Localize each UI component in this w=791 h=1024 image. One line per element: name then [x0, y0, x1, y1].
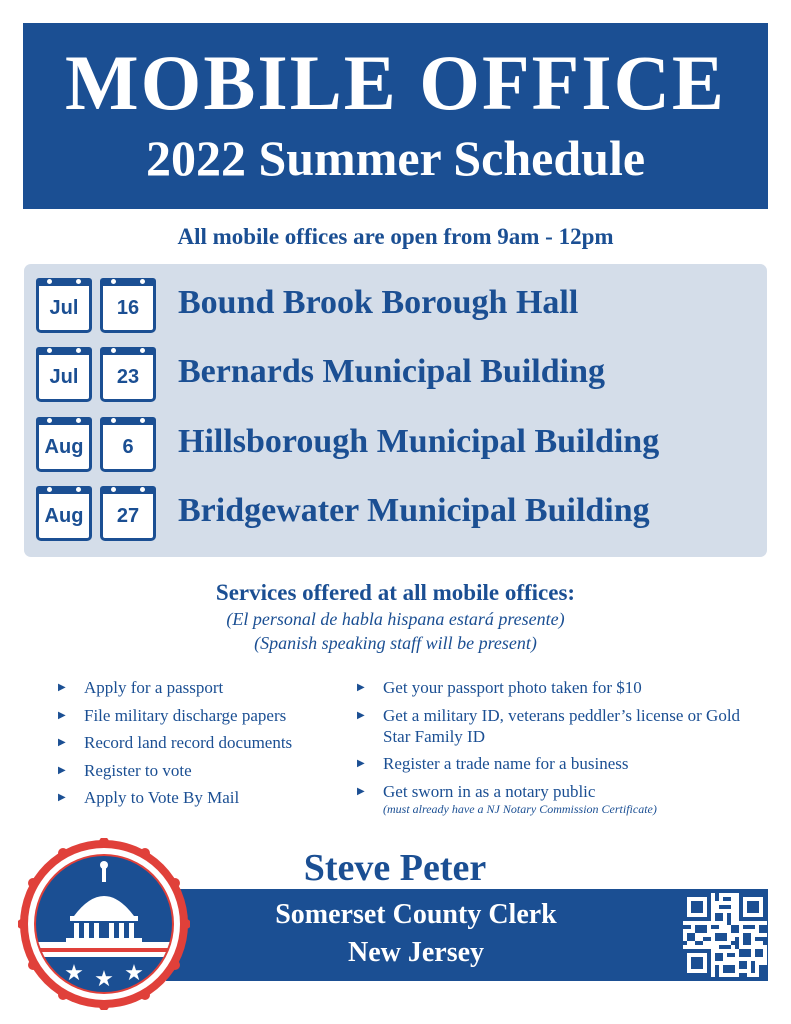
services-list-right: [357, 677, 747, 822]
svg-text:★: ★: [64, 961, 84, 986]
list-item: ▶ File military discharge papers: [58, 705, 348, 726]
calendar-month-icon: Jul: [36, 278, 92, 336]
page-title: MOBILE OFFICE: [65, 39, 726, 126]
spanish-note: (El personal de habla hispana estará presente): [226, 609, 565, 629]
schedule-location: Bernards Municipal Building: [178, 353, 605, 390]
services-title: Services offered at all mobile offices:: [215, 580, 576, 605]
hours-text: All mobile offices are open from 9am - 12pm: [177, 224, 614, 249]
schedule-row: [36, 486, 756, 548]
clerk-banner: [166, 889, 768, 981]
calendar-month-icon: Aug: [36, 417, 92, 475]
calendar-day-icon: 16: [100, 278, 156, 336]
schedule-row: [36, 417, 756, 479]
english-note: (Spanish speaking staff will be present): [254, 633, 537, 653]
schedule-location: Hillsborough Municipal Building: [178, 423, 660, 460]
list-item: ▶ Apply to Vote By Mail: [58, 787, 348, 808]
svg-text:★: ★: [94, 967, 114, 992]
schedule-row: [36, 278, 756, 340]
notary-note: (must already have a NJ Notary Commission Certificate): [383, 801, 657, 816]
notary-item-text: Get sworn in as a notary public: [383, 781, 596, 801]
list-item: ▶ Record land record documents: [58, 732, 348, 753]
qr-code-icon: [683, 893, 767, 977]
list-item: ▶ Apply for a passport: [58, 677, 348, 698]
calendar-day-icon: 6: [100, 417, 156, 475]
clerk-name: Steve Peter: [303, 847, 487, 889]
clerk-state: New Jersey: [347, 937, 485, 968]
list-item: [357, 781, 747, 816]
schedule-row: [36, 347, 756, 409]
list-item: ▶ Get a military ID, veterans peddler’s license or Gold Star Family ID: [357, 705, 747, 747]
header-banner: [23, 23, 768, 209]
schedule-location: Bridgewater Municipal Building: [178, 492, 650, 529]
schedule-panel: [24, 264, 767, 557]
calendar-month-icon: Jul: [36, 347, 92, 405]
county-seal-icon: [18, 838, 190, 1010]
list-item: ▶ Register a trade name for a business: [357, 753, 747, 774]
calendar-month-icon: Aug: [36, 486, 92, 544]
list-item: ▶ Get your passport photo taken for $10: [357, 677, 747, 698]
calendar-day-icon: 27: [100, 486, 156, 544]
services-list-left: [58, 677, 348, 815]
svg-text:★: ★: [124, 961, 144, 986]
schedule-location: Bound Brook Borough Hall: [178, 284, 579, 321]
list-item: ▶ Register to vote: [58, 760, 348, 781]
calendar-day-icon: 23: [100, 347, 156, 405]
page-subtitle: 2022 Summer Schedule: [145, 130, 646, 186]
clerk-office: Somerset County Clerk: [275, 899, 557, 930]
